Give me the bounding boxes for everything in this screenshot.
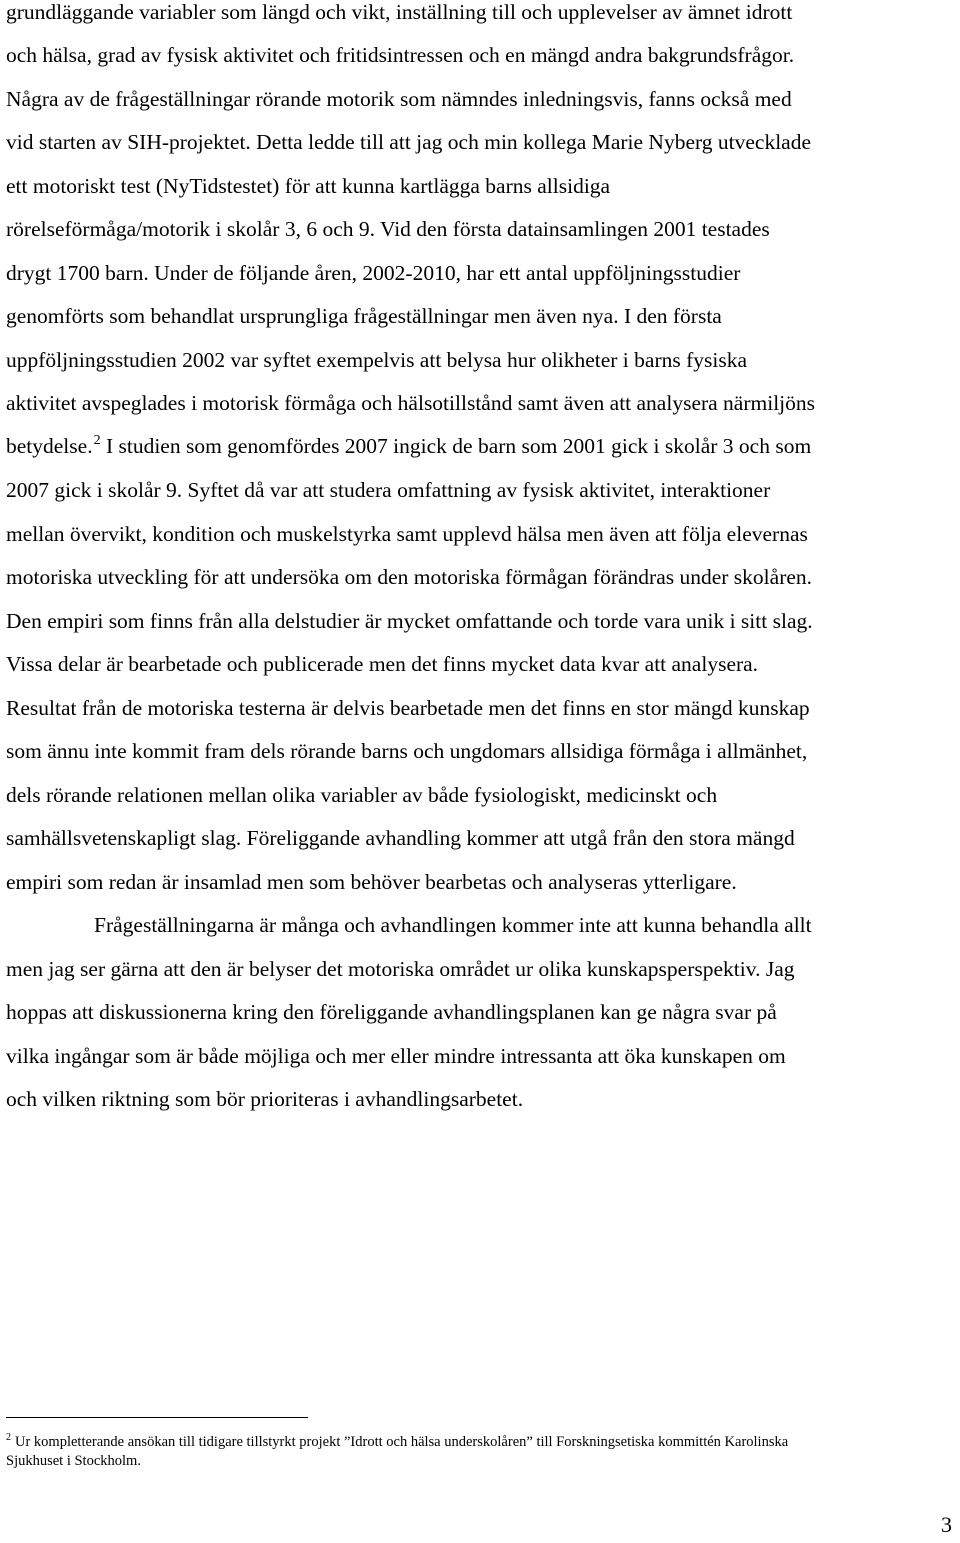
body-text-line: Den empiri som finns från alla delstudier är mycket omfattande och torde vara unik i sitt slag. bbox=[6, 609, 813, 633]
body-text-line: uppföljningsstudien 2002 var syftet exempelvis att belysa hur olikheter i barns fysiska bbox=[6, 348, 748, 372]
body-text-line: genomförts som behandlat ursprungliga frågeställningar men även nya. I den första bbox=[6, 304, 722, 328]
body-text-segment: I studien som genomfördes 2007 ingick de barn som 2001 gick i skolår 3 och som bbox=[100, 434, 812, 458]
body-text-line: ett motoriskt test (NyTidstestet) för att kunna kartlägga barns allsidiga bbox=[6, 174, 611, 198]
body-text-line: Resultat från de motoriska testerna är delvis bearbetade men det finns en stor mängd kunskap bbox=[6, 696, 810, 720]
body-text-line: rörelseförmåga/motorik i skolår 3, 6 och 9. Vid den första datainsamlingen 2001 testades bbox=[6, 217, 770, 241]
body-text-line: Vissa delar är bearbetade och publicerade men det finns mycket data kvar att analysera. bbox=[6, 652, 759, 676]
body-text-line bbox=[6, 432, 811, 464]
body-text-line: empiri som redan är insamlad men som behöver bearbetas och analyseras ytterligare. bbox=[6, 870, 737, 894]
body-text-line: hoppas att diskussionerna kring den föreliggande avhandlingsplanen kan ge några svar på bbox=[6, 1000, 777, 1024]
footnote-separator bbox=[6, 1417, 308, 1418]
body-text-line: och vilken riktning som bör prioriteras i avhandlingsarbetet. bbox=[6, 1087, 524, 1111]
footnote-text-line bbox=[6, 1433, 788, 1453]
body-text-line: motoriska utveckling för att undersöka om den motoriska förmågan förändras under skolåren. bbox=[6, 565, 813, 589]
footnote-text-line: Sjukhuset i Stockholm. bbox=[6, 1453, 141, 1469]
body-text-line: Några av de frågeställningar rörande motorik som nämndes inledningsvis, fanns också med bbox=[6, 87, 792, 111]
body-text-line: men jag ser gärna att den är belyser det motoriska området ur olika kunskapsperspektiv. Jag bbox=[6, 957, 795, 981]
body-text-line: och hälsa, grad av fysisk aktivitet och fritidsintressen och en mängd andra bakgrundsfrågor. bbox=[6, 43, 795, 67]
body-text-line: grundläggande variabler som längd och vikt, inställning till och upplevelser av ämnet idrott bbox=[6, 0, 793, 24]
body-text-line: vilka ingångar som är både möjliga och mer eller mindre intressanta att öka kunskapen om bbox=[6, 1044, 786, 1068]
body-text-line: drygt 1700 barn. Under de följande åren, 2002-2010, har ett antal uppföljningsstudier bbox=[6, 261, 741, 285]
body-text-line: aktivitet avspeglades i motorisk förmåga och hälsotillstånd samt även att analysera närmiljöns bbox=[6, 391, 816, 415]
footnote-text: Ur kompletterande ansökan till tidigare tillstyrkt projekt ”Idrott och hälsa underskolåren” till Forskningsetiska kommittén Karolinska bbox=[15, 1434, 789, 1450]
body-text-segment: betydelse. bbox=[6, 434, 93, 458]
body-text-line: 2007 gick i skolår 9. Syftet då var att studera omfattning av fysisk aktivitet, interaktioner bbox=[6, 478, 771, 502]
body-text-line: dels rörande relationen mellan olika variabler av både fysiologiskt, medicinskt och bbox=[6, 783, 718, 807]
footnote-reference: 2 bbox=[93, 433, 101, 448]
body-text-line: vid starten av SIH-projektet. Detta ledde till att jag och min kollega Marie Nyberg utvecklade bbox=[6, 130, 812, 154]
footnote-marker: 2 bbox=[6, 1432, 11, 1443]
body-text-line: Frågeställningarna är många och avhandlingen kommer inte att kunna behandla allt bbox=[94, 913, 812, 937]
body-text-line: samhällsvetenskapligt slag. Föreliggande avhandling kommer att utgå från den stora mängd bbox=[6, 826, 795, 850]
page-number: 3 bbox=[941, 1512, 952, 1537]
body-text-line: som ännu inte kommit fram dels rörande barns och ungdomars allsidiga förmåga i allmänhet, bbox=[6, 739, 808, 763]
body-text-line: mellan övervikt, kondition och muskelstyrka samt upplevd hälsa men även att följa elevernas bbox=[6, 522, 808, 546]
